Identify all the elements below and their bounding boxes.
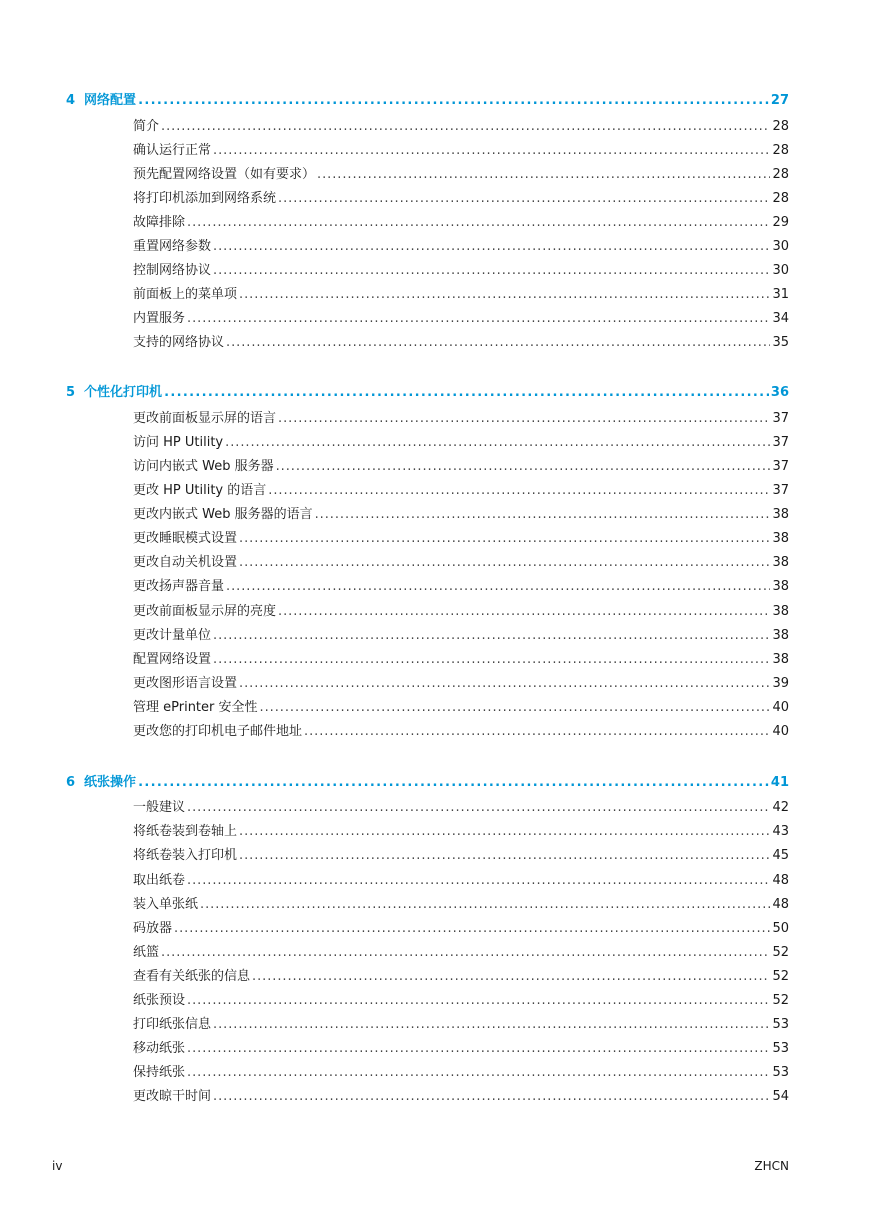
toc-entry[interactable] bbox=[133, 163, 789, 182]
toc-entry[interactable] bbox=[133, 720, 789, 739]
leader-dots bbox=[187, 993, 770, 1008]
leader-dots bbox=[187, 215, 770, 230]
leader-dots bbox=[304, 724, 770, 739]
leader-dots bbox=[161, 945, 770, 960]
entry-page: 28 bbox=[772, 191, 789, 206]
entry-page: 38 bbox=[772, 604, 789, 619]
entry-title: 更改前面板显示屏的语言 bbox=[133, 411, 277, 426]
entry-title: 确认运行正常 bbox=[133, 143, 212, 158]
toc-entry[interactable] bbox=[133, 1013, 789, 1032]
entry-page: 54 bbox=[772, 1089, 789, 1104]
entry-title: 取出纸卷 bbox=[133, 873, 186, 888]
toc-entry[interactable] bbox=[133, 455, 789, 474]
entry-title: 重置网络参数 bbox=[133, 239, 212, 254]
leader-dots bbox=[225, 435, 770, 450]
entry-title: 管理 ePrinter 安全性 bbox=[133, 700, 258, 715]
entry-page: 48 bbox=[772, 897, 789, 912]
chapter-title: 个性化打印机 bbox=[84, 385, 163, 400]
entry-page: 29 bbox=[772, 215, 789, 230]
leader-dots bbox=[187, 1065, 770, 1080]
toc-entry[interactable] bbox=[133, 527, 789, 546]
toc-entry[interactable] bbox=[133, 139, 789, 158]
toc-entry[interactable] bbox=[133, 211, 789, 230]
leader-dots bbox=[138, 775, 769, 790]
chapter-page: 36 bbox=[770, 385, 789, 400]
toc-entry[interactable] bbox=[133, 1037, 789, 1056]
entry-page: 45 bbox=[772, 848, 789, 863]
entry-page: 28 bbox=[772, 143, 789, 158]
entry-title: 配置网络设置 bbox=[133, 652, 212, 667]
entry-page: 38 bbox=[772, 579, 789, 594]
toc-entry[interactable] bbox=[133, 893, 789, 912]
entry-title: 更改前面板显示屏的亮度 bbox=[133, 604, 277, 619]
entry-page: 28 bbox=[772, 167, 789, 182]
entry-page: 38 bbox=[772, 628, 789, 643]
toc-entry[interactable] bbox=[133, 796, 789, 815]
entry-title: 故障排除 bbox=[133, 215, 186, 230]
leader-dots bbox=[213, 652, 770, 667]
chapter-title: 纸张操作 bbox=[84, 775, 137, 790]
toc-entry[interactable] bbox=[133, 259, 789, 278]
entry-title: 简介 bbox=[133, 119, 160, 134]
footer-locale: ZHCN bbox=[754, 1159, 789, 1173]
entry-page: 38 bbox=[772, 652, 789, 667]
leader-dots bbox=[239, 531, 770, 546]
entry-page: 53 bbox=[772, 1017, 789, 1032]
entry-page: 35 bbox=[772, 335, 789, 350]
leader-dots bbox=[138, 93, 769, 108]
leader-dots bbox=[239, 824, 770, 839]
toc-entry[interactable] bbox=[133, 1085, 789, 1104]
leader-dots bbox=[200, 897, 770, 912]
entry-title: 访问 HP Utility bbox=[133, 435, 224, 450]
leader-dots bbox=[187, 1041, 770, 1056]
footer-page-number: iv bbox=[52, 1159, 63, 1173]
chapter-title: 网络配置 bbox=[84, 93, 137, 108]
entry-title: 内置服务 bbox=[133, 311, 186, 326]
leader-dots bbox=[276, 459, 771, 474]
entry-title: 更改计量单位 bbox=[133, 628, 212, 643]
entry-title: 更改您的打印机电子邮件地址 bbox=[133, 724, 303, 739]
leader-dots bbox=[315, 507, 771, 522]
leader-dots bbox=[260, 700, 771, 715]
chapter-number: 4 bbox=[66, 93, 76, 108]
toc-entry[interactable] bbox=[133, 283, 789, 302]
leader-dots bbox=[278, 411, 770, 426]
entry-title: 将纸卷装入打印机 bbox=[133, 848, 238, 863]
leader-dots bbox=[239, 676, 770, 691]
toc-entry[interactable] bbox=[133, 431, 789, 450]
toc-entry[interactable] bbox=[133, 575, 789, 594]
toc-entry[interactable] bbox=[133, 551, 789, 570]
toc-entry[interactable] bbox=[133, 917, 789, 936]
leader-dots bbox=[174, 921, 770, 936]
leader-dots bbox=[252, 969, 770, 984]
toc-chapter-6[interactable] bbox=[66, 771, 789, 790]
chapter-page: 27 bbox=[770, 93, 789, 108]
chapter-number: 5 bbox=[66, 385, 76, 400]
leader-dots bbox=[239, 848, 770, 863]
entry-page: 37 bbox=[772, 483, 789, 498]
toc-entry[interactable] bbox=[133, 989, 789, 1008]
leader-dots bbox=[278, 604, 770, 619]
leader-dots bbox=[213, 1089, 770, 1104]
toc-entry[interactable] bbox=[133, 941, 789, 960]
leader-dots bbox=[213, 628, 770, 643]
entry-title: 更改晾干时间 bbox=[133, 1089, 212, 1104]
entry-page: 48 bbox=[772, 873, 789, 888]
toc-entry[interactable] bbox=[133, 844, 789, 863]
toc-entry[interactable] bbox=[133, 1061, 789, 1080]
entry-title: 支持的网络协议 bbox=[133, 335, 225, 350]
toc-entry[interactable] bbox=[133, 503, 789, 522]
entry-page: 50 bbox=[772, 921, 789, 936]
entry-title: 打印纸张信息 bbox=[133, 1017, 212, 1032]
entry-title: 更改扬声器音量 bbox=[133, 579, 225, 594]
toc-entry[interactable] bbox=[133, 187, 789, 206]
entry-page: 53 bbox=[772, 1065, 789, 1080]
entry-page: 37 bbox=[772, 411, 789, 426]
leader-dots bbox=[268, 483, 770, 498]
entry-page: 37 bbox=[772, 435, 789, 450]
leader-dots bbox=[187, 800, 770, 815]
entry-title: 访问内嵌式 Web 服务器 bbox=[133, 459, 274, 474]
entry-page: 38 bbox=[772, 507, 789, 522]
leader-dots bbox=[278, 191, 770, 206]
entry-page: 40 bbox=[772, 724, 789, 739]
leader-dots bbox=[213, 239, 770, 254]
toc-entry[interactable] bbox=[133, 600, 789, 619]
entry-title: 控制网络协议 bbox=[133, 263, 212, 278]
toc-entry[interactable] bbox=[133, 648, 789, 667]
toc-entry[interactable] bbox=[133, 331, 789, 350]
entry-title: 更改图形语言设置 bbox=[133, 676, 238, 691]
entry-page: 37 bbox=[772, 459, 789, 474]
entry-title: 更改内嵌式 Web 服务器的语言 bbox=[133, 507, 313, 522]
leader-dots bbox=[239, 287, 770, 302]
entry-page: 43 bbox=[772, 824, 789, 839]
entry-page: 40 bbox=[772, 700, 789, 715]
chapter-page: 41 bbox=[770, 775, 789, 790]
entry-page: 52 bbox=[772, 993, 789, 1008]
entry-page: 42 bbox=[772, 800, 789, 815]
leader-dots bbox=[187, 311, 770, 326]
entry-title: 查看有关纸张的信息 bbox=[133, 969, 251, 984]
toc-entry[interactable] bbox=[133, 624, 789, 643]
leader-dots bbox=[213, 1017, 770, 1032]
entry-page: 28 bbox=[772, 119, 789, 134]
toc-entry[interactable] bbox=[133, 235, 789, 254]
chapter-number: 6 bbox=[66, 775, 76, 790]
toc-entry[interactable] bbox=[133, 965, 789, 984]
entry-title: 更改自动关机设置 bbox=[133, 555, 238, 570]
entry-title: 前面板上的菜单项 bbox=[133, 287, 238, 302]
entry-title: 将纸卷装到卷轴上 bbox=[133, 824, 238, 839]
entry-title: 将打印机添加到网络系统 bbox=[133, 191, 277, 206]
entry-title: 更改 HP Utility 的语言 bbox=[133, 483, 267, 498]
leader-dots bbox=[317, 167, 770, 182]
toc-entry[interactable] bbox=[133, 307, 789, 326]
entry-title: 移动纸张 bbox=[133, 1041, 186, 1056]
entry-page: 39 bbox=[772, 676, 789, 691]
entry-title: 码放器 bbox=[133, 921, 173, 936]
toc-entry[interactable] bbox=[133, 820, 789, 839]
entry-title: 纸张预设 bbox=[133, 993, 186, 1008]
entry-title: 预先配置网络设置（如有要求） bbox=[133, 167, 316, 182]
toc-entry[interactable] bbox=[133, 672, 789, 691]
leader-dots bbox=[226, 579, 770, 594]
entry-page: 30 bbox=[772, 239, 789, 254]
entry-page: 31 bbox=[772, 287, 789, 302]
entry-page: 30 bbox=[772, 263, 789, 278]
toc-chapter-4[interactable] bbox=[66, 89, 789, 108]
entry-page: 38 bbox=[772, 531, 789, 546]
entry-page: 34 bbox=[772, 311, 789, 326]
toc-entry[interactable] bbox=[133, 696, 789, 715]
toc-entry[interactable] bbox=[133, 479, 789, 498]
leader-dots bbox=[226, 335, 770, 350]
leader-dots bbox=[164, 385, 769, 400]
leader-dots bbox=[213, 143, 770, 158]
toc-entry[interactable] bbox=[133, 115, 789, 134]
entry-page: 53 bbox=[772, 1041, 789, 1056]
toc-entry[interactable] bbox=[133, 407, 789, 426]
entry-title: 更改睡眠模式设置 bbox=[133, 531, 238, 546]
entry-title: 保持纸张 bbox=[133, 1065, 186, 1080]
entry-title: 纸篮 bbox=[133, 945, 160, 960]
leader-dots bbox=[213, 263, 770, 278]
leader-dots bbox=[187, 873, 770, 888]
entry-page: 52 bbox=[772, 969, 789, 984]
entry-title: 一般建议 bbox=[133, 800, 186, 815]
leader-dots bbox=[239, 555, 770, 570]
entry-page: 38 bbox=[772, 555, 789, 570]
entry-page: 52 bbox=[772, 945, 789, 960]
toc-entry[interactable] bbox=[133, 869, 789, 888]
toc-chapter-5[interactable] bbox=[66, 381, 789, 400]
leader-dots bbox=[161, 119, 770, 134]
entry-title: 装入单张纸 bbox=[133, 897, 199, 912]
